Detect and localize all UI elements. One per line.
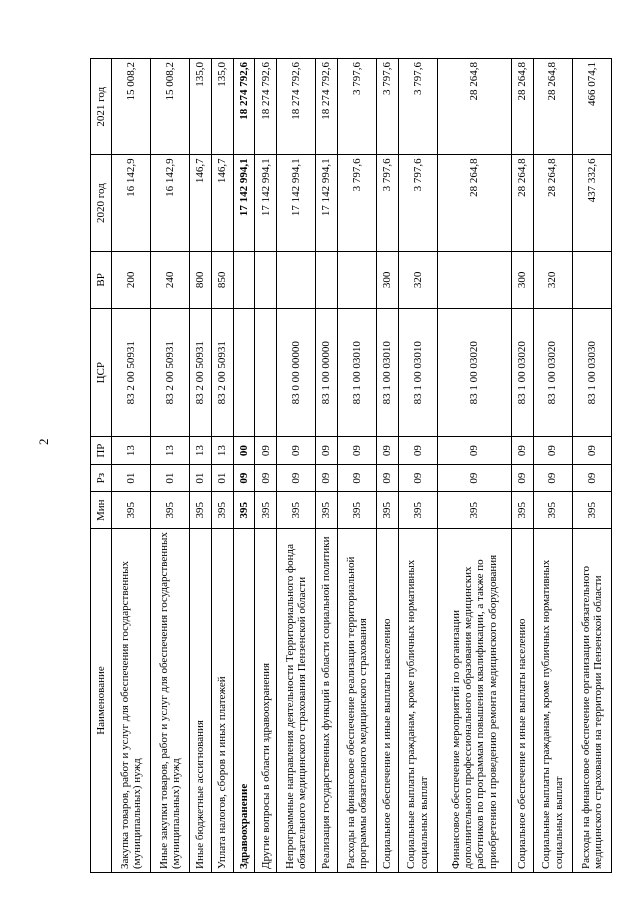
table-row <box>112 59 151 873</box>
header-csr: ЦСР <box>91 309 112 437</box>
cell-pr: 09 <box>316 437 338 465</box>
cell-min: 395 <box>533 492 572 529</box>
page-number: 2 <box>36 438 51 445</box>
cell-2021: 3 797,6 <box>337 59 376 155</box>
header-2020: 2020 год <box>91 155 112 251</box>
cell-2021: 15 008,2 <box>151 59 190 155</box>
cell-csr: 83 1 00 03020 <box>533 309 572 437</box>
cell-min: 395 <box>233 492 255 529</box>
cell-csr: 83 2 00 50931 <box>190 309 212 437</box>
table-row <box>437 59 511 873</box>
cell-vr <box>255 251 277 308</box>
cell-min: 395 <box>398 492 437 529</box>
cell-name: Непрограммные направления деятельности Территориального фонда обязательного медицинского страхования Пензенской области <box>277 529 316 873</box>
cell-pr: 13 <box>190 437 212 465</box>
cell-name: Расходы на финансовое обеспечение реализации территориальной программы обязательного медицинского страхования <box>337 529 376 873</box>
cell-pr: 09 <box>437 437 511 465</box>
cell-name: Уплата налогов, сборов и иных платежей <box>211 529 233 873</box>
cell-pr: 09 <box>511 437 533 465</box>
cell-vr <box>233 251 255 308</box>
cell-rz: 09 <box>337 464 376 492</box>
table-row <box>533 59 572 873</box>
cell-name: Иные закупки товаров, работ и услуг для обеспечения государственных (муниципальных) нужд <box>151 529 190 873</box>
cell-2021: 135,0 <box>190 59 212 155</box>
cell-rz: 01 <box>151 464 190 492</box>
cell-vr: 800 <box>190 251 212 308</box>
cell-vr: 240 <box>151 251 190 308</box>
table-row <box>572 59 611 873</box>
cell-2020: 16 142,9 <box>112 155 151 251</box>
cell-min: 395 <box>316 492 338 529</box>
cell-name: Другие вопросы в области здравоохранения <box>255 529 277 873</box>
cell-csr: 83 1 00 03010 <box>337 309 376 437</box>
cell-2021: 135,0 <box>211 59 233 155</box>
cell-min: 395 <box>255 492 277 529</box>
header-min: Мин <box>91 492 112 529</box>
cell-csr: 83 1 00 03020 <box>511 309 533 437</box>
table-row <box>377 59 399 873</box>
cell-csr <box>233 309 255 437</box>
cell-pr: 13 <box>112 437 151 465</box>
cell-vr <box>277 251 316 308</box>
cell-2020: 17 142 994,1 <box>255 155 277 251</box>
table-row <box>277 59 316 873</box>
cell-min: 395 <box>511 492 533 529</box>
cell-csr: 83 0 00 00000 <box>277 309 316 437</box>
cell-2021: 466 074,1 <box>572 59 611 155</box>
header-vr: ВР <box>91 251 112 308</box>
cell-name: Закупка товаров, работ и услуг для обеспечения государственных (муниципальных) нужд <box>112 529 151 873</box>
budget-table-container <box>90 58 612 873</box>
cell-rz: 01 <box>112 464 151 492</box>
cell-rz: 01 <box>211 464 233 492</box>
cell-rz: 09 <box>255 464 277 492</box>
cell-2021: 28 264,8 <box>533 59 572 155</box>
cell-pr: 09 <box>533 437 572 465</box>
cell-2021: 18 274 792,6 <box>255 59 277 155</box>
cell-2020: 3 797,6 <box>337 155 376 251</box>
cell-min: 395 <box>277 492 316 529</box>
cell-2020: 146,7 <box>190 155 212 251</box>
cell-csr: 83 1 00 03010 <box>398 309 437 437</box>
cell-name: Социальное обеспечение и иные выплаты населению <box>377 529 399 873</box>
table-row <box>511 59 533 873</box>
cell-2021: 18 274 792,6 <box>277 59 316 155</box>
cell-name: Социальные выплаты гражданам, кроме публичных нормативных социальных выплат <box>398 529 437 873</box>
cell-2021: 3 797,6 <box>377 59 399 155</box>
cell-pr: 09 <box>377 437 399 465</box>
cell-2020: 28 264,8 <box>533 155 572 251</box>
cell-min: 395 <box>377 492 399 529</box>
cell-csr: 83 1 00 03010 <box>377 309 399 437</box>
table-body <box>112 59 612 873</box>
cell-vr: 850 <box>211 251 233 308</box>
cell-csr: 83 2 00 50931 <box>151 309 190 437</box>
cell-name: Социальное обеспечение и иные выплаты населению <box>511 529 533 873</box>
cell-2020: 146,7 <box>211 155 233 251</box>
cell-vr: 320 <box>398 251 437 308</box>
cell-rz: 09 <box>316 464 338 492</box>
cell-pr: 09 <box>398 437 437 465</box>
cell-vr <box>572 251 611 308</box>
cell-2021: 15 008,2 <box>112 59 151 155</box>
budget-table <box>90 58 612 873</box>
cell-2021: 28 264,8 <box>437 59 511 155</box>
cell-vr <box>337 251 376 308</box>
cell-csr: 83 1 00 00000 <box>316 309 338 437</box>
cell-2021: 18 274 792,6 <box>316 59 338 155</box>
cell-2020: 437 332,6 <box>572 155 611 251</box>
cell-pr: 09 <box>277 437 316 465</box>
cell-pr: 13 <box>151 437 190 465</box>
cell-pr: 09 <box>255 437 277 465</box>
table-row <box>398 59 437 873</box>
cell-name: Реализация государственных функций в области социальной политики <box>316 529 338 873</box>
cell-rz: 09 <box>533 464 572 492</box>
cell-2020: 17 142 994,1 <box>277 155 316 251</box>
header-row <box>91 59 112 873</box>
table-row <box>211 59 233 873</box>
table-row <box>316 59 338 873</box>
cell-rz: 09 <box>277 464 316 492</box>
cell-rz: 09 <box>511 464 533 492</box>
cell-min: 395 <box>151 492 190 529</box>
header-rz: Рз <box>91 464 112 492</box>
cell-csr: 83 1 00 03030 <box>572 309 611 437</box>
cell-csr: 83 2 00 50931 <box>112 309 151 437</box>
table-row <box>233 59 255 873</box>
cell-rz: 09 <box>233 464 255 492</box>
table-row <box>337 59 376 873</box>
cell-2020: 17 142 994,1 <box>316 155 338 251</box>
cell-csr <box>255 309 277 437</box>
cell-csr: 83 2 00 50931 <box>211 309 233 437</box>
cell-pr: 09 <box>337 437 376 465</box>
cell-min: 395 <box>437 492 511 529</box>
cell-rz: 09 <box>437 464 511 492</box>
cell-2020: 3 797,6 <box>377 155 399 251</box>
cell-csr: 83 1 00 03020 <box>437 309 511 437</box>
cell-min: 395 <box>112 492 151 529</box>
cell-vr: 300 <box>511 251 533 308</box>
cell-2020: 3 797,6 <box>398 155 437 251</box>
cell-2020: 16 142,9 <box>151 155 190 251</box>
cell-min: 395 <box>572 492 611 529</box>
cell-2021: 18 274 792,6 <box>233 59 255 155</box>
cell-2021: 3 797,6 <box>398 59 437 155</box>
cell-min: 395 <box>190 492 212 529</box>
cell-2021: 28 264,8 <box>511 59 533 155</box>
cell-rz: 09 <box>572 464 611 492</box>
cell-name: Социальные выплаты гражданам, кроме публичных нормативных социальных выплат <box>533 529 572 873</box>
header-pr: ПР <box>91 437 112 465</box>
table-row <box>190 59 212 873</box>
cell-rz: 01 <box>190 464 212 492</box>
cell-min: 395 <box>211 492 233 529</box>
cell-2020: 17 142 994,1 <box>233 155 255 251</box>
cell-2020: 28 264,8 <box>511 155 533 251</box>
cell-pr: 13 <box>211 437 233 465</box>
cell-pr: 09 <box>572 437 611 465</box>
cell-name: Финансовое обеспечение мероприятий по организации дополнительного профессионального образования медицинских работников по программам повышения квалификации, а также по приобретению и проведению ремонта медицинского оборудования <box>437 529 511 873</box>
cell-rz: 09 <box>377 464 399 492</box>
table-row <box>255 59 277 873</box>
cell-vr <box>316 251 338 308</box>
cell-vr: 200 <box>112 251 151 308</box>
cell-vr <box>437 251 511 308</box>
cell-rz: 09 <box>398 464 437 492</box>
cell-name: Здравоохранение <box>233 529 255 873</box>
cell-min: 395 <box>337 492 376 529</box>
header-name: Наименование <box>91 529 112 873</box>
table-row <box>151 59 190 873</box>
cell-name: Расходы на финансовое обеспечение организации обязательного медицинского страхования на территории Пензенской области <box>572 529 611 873</box>
cell-name: Иные бюджетные ассигнования <box>190 529 212 873</box>
cell-vr: 320 <box>533 251 572 308</box>
cell-pr: 00 <box>233 437 255 465</box>
cell-vr: 300 <box>377 251 399 308</box>
cell-2020: 28 264,8 <box>437 155 511 251</box>
header-2021: 2021 год <box>91 59 112 155</box>
